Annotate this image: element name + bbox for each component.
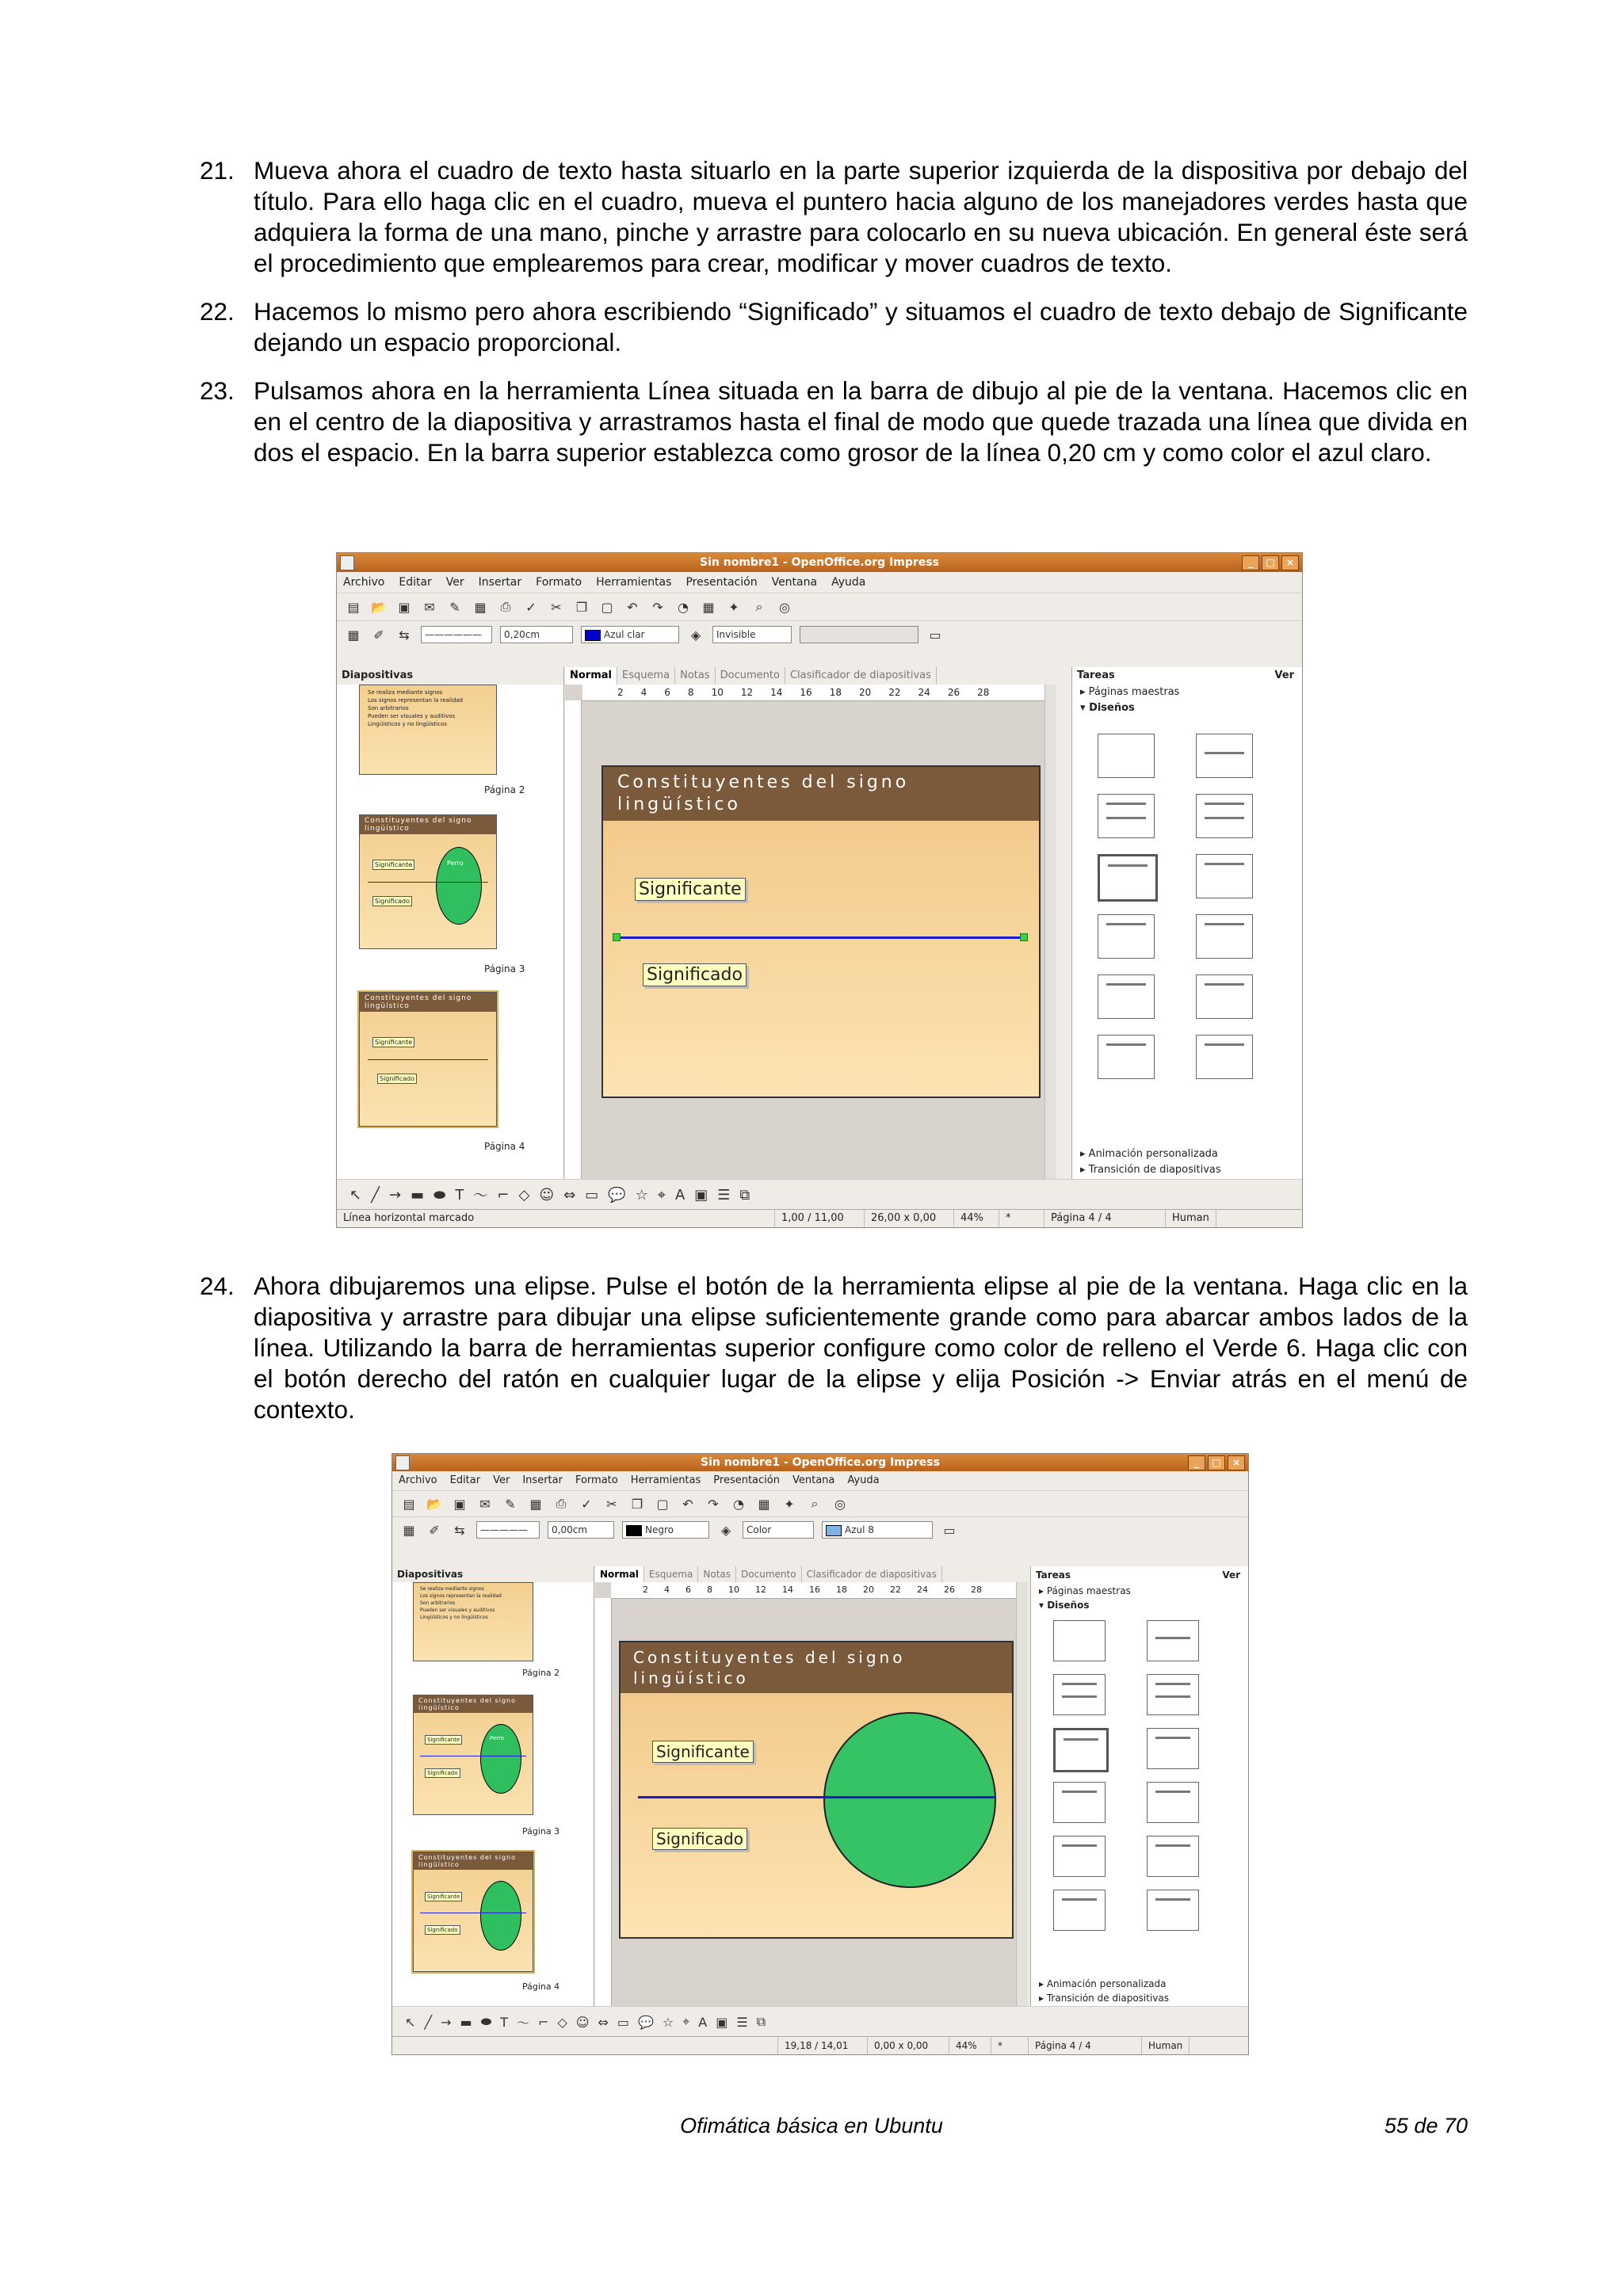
standard-toolbar	[392, 1490, 1248, 1516]
status-position: 19,18 / 14,01	[778, 2037, 868, 2054]
item-text: Mueva ahora el cuadro de texto hasta situarlo en la parte superior izquierda de la dispositiva por debajo del título. Para ello haga clic en el cuadro, mueva el puntero hacia alguno de los manejadores verdes hasta que adquiera la forma de una mano, pinche y arrastre para colocarlo en su nueva ubicación. En general éste será el procedimiento que emplearemos para crear, modificar y mover cuadros de texto.	[254, 156, 1468, 277]
window-titlebar	[337, 553, 1302, 572]
edit-icon[interactable]: ✎	[449, 599, 460, 615]
connector-tool-icon[interactable]: ⌐	[538, 2014, 549, 2030]
basic-shapes-icon[interactable]: ◇	[557, 2014, 567, 2030]
line-fill-toolbar	[337, 620, 1302, 648]
layout-chart-text[interactable]	[1196, 1035, 1253, 1079]
email-icon[interactable]: ✉	[479, 1496, 491, 1512]
arrange-icon[interactable]: ⧉	[739, 1186, 750, 1203]
curve-tool-icon[interactable]: 〜	[517, 2015, 530, 2031]
edit-icon[interactable]: ✎	[505, 1496, 516, 1512]
points-icon[interactable]: ⌖	[682, 2014, 690, 2029]
layout-image-text[interactable]	[1053, 1836, 1106, 1877]
help-icon[interactable]: ◎	[834, 1496, 846, 1512]
menu-editar[interactable]: Editar	[449, 1474, 481, 1486]
app-icon	[340, 555, 354, 570]
chart-icon[interactable]: ◔	[678, 599, 689, 615]
line-icon[interactable]: ✐	[373, 627, 384, 643]
layout-title-selected[interactable]	[1098, 854, 1158, 902]
menu-ventana[interactable]: Ventana	[771, 576, 818, 589]
tasks-panel	[1030, 1566, 1248, 2007]
tab-clasificador[interactable]: Clasificador de diapositivas	[802, 1566, 942, 1582]
maximize-icon[interactable]: □	[1208, 1455, 1225, 1470]
text-tool-icon[interactable]: T	[455, 1186, 464, 1203]
block-arrows-icon[interactable]: ⇔	[598, 2014, 609, 2030]
fontwork-icon[interactable]: A	[674, 1186, 685, 1203]
arrow-tool-icon[interactable]: →	[388, 1186, 402, 1203]
arrange-icon[interactable]: ⧉	[756, 2014, 766, 2029]
menu-herramientas[interactable]: Herramientas	[596, 576, 672, 589]
rectangle-tool-icon[interactable]: ▬	[460, 2014, 472, 2030]
copy-icon[interactable]: ❐	[575, 599, 588, 615]
screenshot-impress-ellipse	[391, 1453, 1249, 2055]
color-swatch	[585, 630, 601, 641]
slide-transition-section[interactable]: ▸ Transición de diapositivas	[1039, 1993, 1169, 2004]
instruction-list-bottom	[200, 1271, 1468, 1443]
footer-page-number: 55 de 70	[1384, 2114, 1468, 2138]
layout-text-chart[interactable]	[1147, 1836, 1199, 1877]
layout-title-content[interactable]	[1053, 1674, 1106, 1715]
slide-canvas[interactable]	[619, 1641, 1014, 1939]
callouts-icon[interactable]: 💬	[608, 1186, 626, 1203]
close-icon[interactable]: ×	[1228, 1455, 1245, 1470]
tasks-panel	[1071, 667, 1302, 1180]
rectangle-tool-icon[interactable]: ▬	[411, 1186, 425, 1203]
standard-toolbar	[337, 593, 1302, 620]
master-pages-section[interactable]: ▸ Páginas maestras	[1080, 686, 1180, 698]
page-label: Página 4	[484, 1141, 525, 1152]
status-page: Página 4 / 4	[1044, 1210, 1166, 1227]
menu-ayuda[interactable]: Ayuda	[831, 576, 866, 589]
work-area	[392, 1566, 1248, 2007]
item-number: 23.	[200, 376, 235, 405]
footer-title: Ofimática básica en Ubuntu	[680, 2114, 943, 2138]
layout-title-2content[interactable]	[1196, 794, 1253, 838]
line-icon[interactable]: ✐	[429, 1522, 440, 1538]
callouts-icon[interactable]: 💬	[637, 2014, 654, 2030]
status-page: Página 4 / 4	[1029, 2037, 1142, 2054]
points-icon[interactable]: ⌖	[657, 1186, 666, 1203]
layouts-section[interactable]: ▾ Diseños	[1080, 702, 1135, 714]
navigator-icon[interactable]: ✦	[784, 1496, 795, 1512]
layout-centered[interactable]	[1147, 1728, 1199, 1769]
slide-thumbnail-4[interactable]: Constituyentes del signo lingüístico Significante Significado	[359, 992, 497, 1127]
menu-formato[interactable]: Formato	[575, 1474, 618, 1486]
navigator-icon[interactable]: ✦	[728, 599, 739, 615]
item-number: 24.	[200, 1272, 235, 1300]
custom-animation-section[interactable]: ▸ Animación personalizada	[1080, 1148, 1218, 1160]
shadow-icon[interactable]: ▭	[929, 627, 941, 643]
ellipse-tool-icon[interactable]: ⬬	[433, 1186, 446, 1203]
line-handle-end[interactable]	[1020, 933, 1028, 941]
list-item	[200, 376, 1468, 468]
status-modified: *	[991, 2037, 1029, 2054]
status-modified: *	[999, 1210, 1044, 1227]
spellcheck-icon[interactable]: ✓	[581, 1496, 592, 1512]
text-tool-icon[interactable]: T	[500, 2014, 509, 2030]
block-arrows-icon[interactable]: ⇔	[563, 1186, 576, 1203]
status-zoom[interactable]: 44%	[954, 1210, 999, 1227]
layout-blank[interactable]	[1098, 734, 1155, 778]
custom-animation-section[interactable]: ▸ Animación personalizada	[1039, 1978, 1167, 1989]
line-style-select[interactable]: —————	[476, 1521, 540, 1539]
slide-title[interactable]: Constituyentes del signo lingüístico	[621, 1642, 1012, 1693]
tab-clasificador[interactable]: Clasificador de diapositivas	[785, 667, 937, 685]
layout-image-text[interactable]	[1098, 974, 1155, 1019]
slide-thumbnail-3[interactable]: Constituyentes del signo lingüístico Significante Significado Perro	[413, 1695, 533, 1815]
menu-archivo[interactable]: Archivo	[399, 1474, 437, 1486]
flowchart-icon[interactable]: ▭	[585, 1186, 599, 1203]
arrow-style-icon[interactable]: ▦	[347, 627, 360, 643]
master-pages-section[interactable]: ▸ Páginas maestras	[1039, 1585, 1131, 1596]
vertical-ruler[interactable]	[595, 1598, 612, 2007]
status-bar	[337, 1209, 1302, 1227]
area-fill-select[interactable]: Azul 8	[822, 1521, 933, 1539]
work-area	[337, 667, 1302, 1180]
tab-notas[interactable]: Notas	[675, 667, 716, 685]
color-swatch	[826, 1525, 842, 1536]
status-style: Human	[1166, 1210, 1216, 1227]
tab-esquema[interactable]: Esquema	[644, 1566, 698, 1582]
close-icon[interactable]: ×	[1281, 555, 1299, 570]
chart-icon[interactable]: ◔	[733, 1496, 744, 1512]
thumb-ellipse	[480, 1881, 521, 1951]
layout-text-chart[interactable]	[1196, 974, 1253, 1019]
cut-icon[interactable]: ✂	[551, 599, 562, 615]
spellcheck-icon[interactable]: ✓	[525, 599, 537, 615]
table-icon[interactable]: ▦	[758, 1496, 770, 1512]
line-width-field[interactable]: 0,00cm	[548, 1521, 614, 1539]
pdf-icon[interactable]: ▦	[474, 599, 487, 615]
layouts-section[interactable]: ▾ Diseños	[1039, 1600, 1090, 1611]
menu-ayuda[interactable]: Ayuda	[847, 1474, 880, 1486]
tasks-view-menu[interactable]: Ver	[1274, 669, 1294, 681]
status-zoom[interactable]: 44%	[949, 2037, 991, 2054]
slide-thumbnail-4[interactable]: Constituyentes del signo lingüístico Significante Significado	[413, 1852, 533, 1972]
layout-blank[interactable]	[1053, 1620, 1106, 1661]
align-icon[interactable]: ☰	[717, 1186, 731, 1203]
paste-icon[interactable]: ▢	[656, 1496, 669, 1512]
edit-area[interactable]	[595, 1566, 1028, 2007]
curve-tool-icon[interactable]: 〜	[473, 1188, 488, 1204]
layout-title-selected[interactable]	[1053, 1728, 1109, 1772]
menu-ver[interactable]: Ver	[493, 1474, 510, 1486]
item-number: 21.	[200, 156, 235, 185]
significante-textbox[interactable]: Significante	[635, 878, 746, 901]
thumb-line	[368, 882, 488, 883]
tab-esquema[interactable]: Esquema	[617, 667, 675, 685]
email-icon[interactable]: ✉	[424, 599, 435, 615]
slides-panel-title: Diapositivas	[392, 1566, 594, 1582]
page-label: Página 3	[522, 1826, 560, 1836]
slide-thumbnail-2[interactable]: Se realiza mediante signos Los signos representan la realidad Son arbitrarios Pueden ser visuales y auditivos Lingüísticos y no lingüísticos	[359, 685, 497, 775]
item-number: 22.	[200, 297, 235, 326]
layout-title-2content[interactable]	[1147, 1674, 1199, 1715]
status-size: 0,00 x 0,00	[868, 2037, 949, 2054]
menu-ventana[interactable]: Ventana	[792, 1474, 835, 1486]
page-label: Página 3	[484, 963, 525, 974]
area-icon[interactable]: ◈	[720, 1522, 731, 1538]
drawing-toolbar	[337, 1179, 1302, 1210]
redo-icon[interactable]: ↷	[708, 1496, 719, 1512]
slides-panel-title: Diapositivas	[337, 667, 563, 685]
status-bar	[392, 2036, 1248, 2054]
line-handle-start[interactable]	[613, 933, 621, 941]
instruction-list-top	[200, 155, 1468, 486]
line-tool-icon[interactable]: ╱	[424, 2014, 433, 2030]
status-selection: Línea horizontal marcado	[337, 1210, 775, 1227]
help-icon[interactable]: ◎	[779, 599, 790, 615]
green-ellipse[interactable]	[823, 1712, 996, 1888]
page-label: Página 4	[522, 1981, 560, 1992]
arrow-style-icon[interactable]: ▦	[403, 1522, 415, 1538]
view-tabs	[565, 667, 1056, 685]
menu-herramientas[interactable]: Herramientas	[630, 1474, 701, 1486]
area-icon[interactable]: ◈	[690, 627, 701, 643]
maximize-icon[interactable]: □	[1262, 555, 1279, 570]
menu-insertar[interactable]: Insertar	[478, 576, 522, 589]
print-icon[interactable]: ⎙	[556, 1496, 567, 1511]
print-icon[interactable]: ⎙	[500, 599, 511, 614]
minimize-icon[interactable]: _	[1242, 555, 1259, 570]
layout-table[interactable]	[1147, 1782, 1199, 1823]
item-text: Hacemos lo mismo pero ahora escribiendo “Significado” y situamos el cuadro de texto debajo de Significante dejando un espacio proporcional.	[254, 297, 1468, 357]
image-icon[interactable]: ▣	[694, 1186, 708, 1203]
list-item	[200, 1271, 1468, 1425]
cut-icon[interactable]: ✂	[606, 1496, 617, 1512]
item-text: Ahora dibujaremos una elipse. Pulse el botón de la herramienta elipse al pie de la ventana. Haga clic en la diapositiva y arrastre para dibujar una elipse suficientemente grande como para abarcar ambos lados de la línea. Utilizando la barra de herramientas superior configure como color de relleno el Verde 6. Haga clic con el botón derecho del ratón en cualquier lugar de la elipse y elija Posición -> Enviar atrás en el menú de contexto.	[254, 1272, 1468, 1424]
new-icon[interactable]: ▤	[403, 1496, 415, 1512]
line-style-select[interactable]: ——————	[421, 626, 492, 643]
zoom-icon[interactable]: ⌕	[811, 1496, 819, 1511]
slide-transition-section[interactable]: ▸ Transición de diapositivas	[1080, 1164, 1221, 1176]
slide-title[interactable]: Constituyentes del signo lingüístico	[603, 767, 1039, 821]
save-icon[interactable]: ▣	[398, 599, 411, 615]
area-fill-select[interactable]	[800, 626, 918, 643]
menu-bar	[337, 572, 1302, 593]
item-text: Pulsamos ahora en la herramienta Línea situada en la barra de dibujo al pie de la ventana. Hacemos clic en en el centro de la diapositiva y arrastramos hasta el final de modo que quede trazada una línea que divida en dos el espacio. En la barra superior establezca como grosor de la línea 0,20 cm y como color el azul claro.	[254, 376, 1468, 467]
tab-normal[interactable]: Normal	[565, 667, 617, 685]
tab-documento[interactable]: Documento	[736, 1566, 802, 1582]
layout-text-image[interactable]	[1053, 1890, 1106, 1931]
zoom-icon[interactable]: ⌕	[755, 599, 763, 614]
line-ends-icon[interactable]: ⇆	[454, 1522, 465, 1538]
copy-icon[interactable]: ❐	[631, 1496, 643, 1512]
tasks-title: Tareas	[1036, 1569, 1071, 1581]
status-selection	[392, 2037, 778, 2054]
list-item	[200, 155, 1468, 279]
drawing-toolbar	[392, 2006, 1248, 2037]
layout-text-image[interactable]	[1098, 1035, 1155, 1079]
shadow-icon[interactable]: ▭	[943, 1522, 956, 1538]
minimize-icon[interactable]: _	[1188, 1455, 1205, 1470]
area-style-select[interactable]: Color	[743, 1521, 814, 1539]
layout-chart[interactable]	[1098, 914, 1155, 959]
edit-area[interactable]	[565, 667, 1056, 1180]
stars-icon[interactable]: ☆	[635, 1186, 648, 1203]
vertical-scrollbar[interactable]	[1016, 1582, 1028, 2007]
page-label: Página 2	[484, 784, 525, 795]
window-title: Sin nombre1 - OpenOffice.org Impress	[700, 556, 939, 569]
layout-title-only[interactable]	[1196, 734, 1253, 778]
line-color-select[interactable]: Negro	[622, 1521, 709, 1539]
open-icon[interactable]: 📂	[426, 1496, 442, 1512]
layout-table[interactable]	[1196, 914, 1253, 959]
layout-chart[interactable]	[1053, 1782, 1106, 1823]
menu-insertar[interactable]: Insertar	[522, 1474, 563, 1486]
symbol-shapes-icon[interactable]: ☺	[539, 1186, 555, 1203]
save-icon[interactable]: ▣	[453, 1496, 466, 1512]
status-position: 1,00 / 11,00	[775, 1210, 865, 1227]
select-icon[interactable]: ↖	[405, 2014, 416, 2030]
horizontal-line[interactable]	[616, 936, 1025, 939]
layout-chart-text[interactable]	[1147, 1890, 1199, 1931]
view-tabs	[595, 1566, 1028, 1582]
status-size: 26,00 x 0,00	[865, 1210, 954, 1227]
layout-centered[interactable]	[1196, 854, 1253, 898]
slides-panel	[392, 1566, 594, 2007]
fontwork-icon[interactable]: A	[698, 2014, 708, 2030]
image-icon[interactable]: ▣	[716, 2014, 728, 2030]
symbol-shapes-icon[interactable]: ☺	[575, 2014, 590, 2030]
menu-presentacion[interactable]: Presentación	[713, 1474, 780, 1486]
menu-bar	[392, 1471, 1248, 1490]
undo-icon[interactable]: ↶	[627, 599, 638, 615]
open-icon[interactable]: 📂	[371, 599, 387, 615]
layout-title-content[interactable]	[1098, 794, 1155, 838]
basic-shapes-icon[interactable]: ◇	[518, 1186, 530, 1203]
paste-icon[interactable]: ▢	[601, 599, 613, 615]
significado-textbox[interactable]: Significado	[652, 1828, 747, 1850]
window-titlebar	[392, 1454, 1248, 1471]
menu-formato[interactable]: Formato	[536, 576, 582, 589]
stars-icon[interactable]: ☆	[662, 2014, 674, 2030]
status-style: Human	[1142, 2037, 1190, 2054]
tasks-view-menu[interactable]: Ver	[1222, 1569, 1240, 1581]
significante-textbox[interactable]: Significante	[652, 1741, 754, 1763]
window-title: Sin nombre1 - OpenOffice.org Impress	[701, 1456, 940, 1469]
area-style-select[interactable]: Invisible	[712, 626, 792, 643]
slides-panel	[337, 667, 564, 1180]
tasks-title: Tareas	[1077, 669, 1115, 681]
line-fill-toolbar	[392, 1516, 1248, 1543]
menu-ver[interactable]: Ver	[445, 576, 464, 589]
vertical-ruler[interactable]	[565, 700, 582, 1180]
horizontal-line[interactable]	[638, 1796, 996, 1798]
thumb-line	[368, 1059, 488, 1060]
slide-canvas[interactable]	[601, 765, 1041, 1098]
menu-editar[interactable]: Editar	[399, 576, 432, 589]
slide-thumbnail-2[interactable]: Se realiza mediante signos Los signos representan la realidad Son arbitrarios Pueden ser visuales y auditivos Lingüísticos y no lingüísticos	[413, 1582, 533, 1661]
line-width-field[interactable]: 0,20cm	[500, 626, 573, 643]
app-icon	[395, 1455, 410, 1470]
tab-normal[interactable]: Normal	[595, 1566, 644, 1582]
redo-icon[interactable]: ↷	[652, 599, 663, 615]
tab-documento[interactable]: Documento	[716, 667, 785, 685]
line-color-select[interactable]: Azul clar	[581, 626, 679, 643]
vertical-scrollbar[interactable]	[1044, 685, 1056, 1180]
horizontal-ruler[interactable]: 2 4 6 8 10 12 14 16 18 20 22 24 26 28	[582, 685, 1045, 701]
significado-textbox[interactable]: Significado	[643, 963, 747, 986]
table-icon[interactable]: ▦	[702, 599, 715, 615]
screenshot-impress-line	[336, 552, 1303, 1228]
line-ends-icon[interactable]: ⇆	[399, 627, 410, 643]
align-icon[interactable]: ☰	[736, 2014, 748, 2030]
thumb-ellipse	[436, 847, 482, 925]
line-tool-icon[interactable]: ╱	[371, 1186, 380, 1203]
select-icon[interactable]: ↖	[349, 1186, 362, 1203]
menu-presentacion[interactable]: Presentación	[685, 576, 758, 589]
undo-icon[interactable]: ↶	[682, 1496, 693, 1512]
pdf-icon[interactable]: ▦	[529, 1496, 542, 1512]
color-swatch	[626, 1525, 642, 1536]
list-item	[200, 296, 1468, 358]
menu-archivo[interactable]: Archivo	[343, 576, 385, 589]
ellipse-tool-icon[interactable]: ⬬	[480, 2014, 492, 2029]
new-icon[interactable]: ▤	[347, 599, 360, 615]
connector-tool-icon[interactable]: ⌐	[497, 1186, 510, 1203]
tab-notas[interactable]: Notas	[698, 1566, 736, 1582]
layout-title-only[interactable]	[1147, 1620, 1199, 1661]
flowchart-icon[interactable]: ▭	[617, 2014, 629, 2030]
arrow-tool-icon[interactable]: →	[441, 2014, 452, 2030]
page-label: Página 2	[522, 1668, 560, 1678]
slide-thumbnail-3[interactable]: Constituyentes del signo lingüístico Significante Significado Perro	[359, 814, 497, 949]
horizontal-ruler[interactable]: 2 4 6 8 10 12 14 16 18 20 22 24 26 28	[611, 1582, 1017, 1599]
